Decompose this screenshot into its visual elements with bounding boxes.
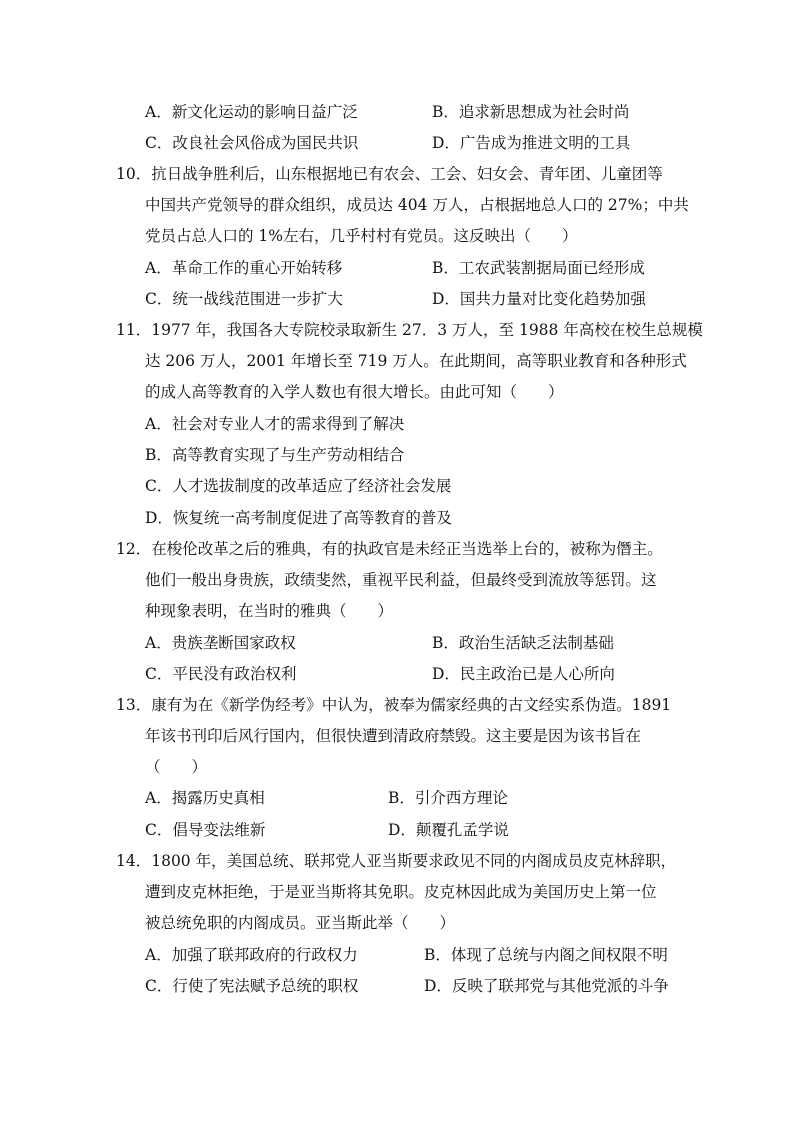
q11-stem-line-2: 达 206 万人，2001 年增长至 719 万人。在此期间，高等职业教育和各种形式 xyxy=(145,352,687,370)
q11-option-c: C．人才选拔制度的改革适应了经济社会发展 xyxy=(145,477,452,495)
q13-option-c: C．倡导变法维新 xyxy=(145,821,266,839)
q12-stem-line-3: 种现象表明，在当时的雅典（ ） xyxy=(145,602,394,620)
q14-option-c: C．行使了宪法赋予总统的职权 xyxy=(145,977,359,995)
q13-stem-line-1: 13．康有为在《新学伪经考》中认为，被奉为儒家经典的古文经实系伪造。1891 xyxy=(116,696,672,714)
q9-option-b: B．追求新思想成为社会时尚 xyxy=(432,103,630,121)
q12-option-a: A．贵族垄断国家政权 xyxy=(145,634,296,652)
q12-option-b: B．政治生活缺乏法制基础 xyxy=(432,634,614,652)
q11-option-b: B．高等教育实现了与生产劳动相结合 xyxy=(145,446,405,464)
q11-stem-line-3: 的成人高等教育的入学人数也有很大增长。由此可知（ ） xyxy=(145,383,564,401)
q13-stem-line-2: 年该书刊印后风行国内，但很快遭到清政府禁毁。这主要是因为该书旨在 xyxy=(145,727,642,745)
q12-option-d: D．民主政治已是人心所向 xyxy=(432,665,615,683)
q10-option-d: D．国共力量对比变化趋势加强 xyxy=(432,290,646,308)
q14-stem-line-1: 14．1800 年，美国总统、联邦党人亚当斯要求政见不同的内阁成员皮克林辞职， xyxy=(116,852,677,870)
q14-stem-line-2: 遭到皮克林拒绝，于是亚当斯将其免职。皮克林因此成为美国历史上第一位 xyxy=(145,883,657,901)
q10-stem-line-3: 党员占总人口的 1%左右，几乎村村有党员。这反映出（ ） xyxy=(145,227,578,245)
q10-stem-line-2: 中国共产党领导的群众组织，成员达 404 万人，占根据地总人口的 27%；中共 xyxy=(145,196,689,214)
q12-stem-line-2: 他们一般出身贵族，政绩斐然，重视平民利益，但最终受到流放等惩罚。这 xyxy=(145,571,657,589)
q13-option-d: D．颠覆孔孟学说 xyxy=(388,821,509,839)
q11-option-d: D．恢复统一高考制度促进了高等教育的普及 xyxy=(145,509,452,527)
q12-stem-line-1: 12．在梭伦改革之后的雅典，有的执政官是未经正当选举上台的，被称为僭主。 xyxy=(116,540,663,558)
q13-option-a: A．揭露历史真相 xyxy=(145,789,265,807)
q9-option-d: D．广告成为推进文明的工具 xyxy=(432,134,631,152)
q13-stem-line-3: （ ） xyxy=(145,758,208,776)
q12-option-c: C．平民没有政治权利 xyxy=(145,665,297,683)
q14-option-d: D．反映了联邦党与其他党派的斗争 xyxy=(424,977,669,995)
q11-stem-line-1: 11．1977 年，我国各大专院校录取新生 27．3 万人，至 1988 年高校在校生总规模 xyxy=(116,321,703,339)
q14-stem-line-3: 被总统免职的内阁成员。亚当斯此举（ ） xyxy=(145,914,456,932)
q14-option-b: B．体现了总统与内阁之间权限不明 xyxy=(424,946,668,964)
q10-stem-line-1: 10．抗日战争胜利后，山东根据地已有农会、工会、妇女会、青年团、儿童团等 xyxy=(116,165,663,183)
q10-option-b: B．工农武装割据局面已经形成 xyxy=(432,259,645,277)
q11-option-a: A．社会对专业人才的需求得到了解决 xyxy=(145,415,405,433)
q10-option-a: A．革命工作的重心开始转移 xyxy=(145,259,343,277)
q10-option-c: C．统一战线范围进一步扩大 xyxy=(145,290,343,308)
q9-option-c: C．改良社会风俗成为国民共识 xyxy=(145,134,359,152)
q9-option-a: A．新文化运动的影响日益广泛 xyxy=(145,103,358,121)
q13-option-b: B．引介西方理论 xyxy=(388,789,508,807)
q14-option-a: A．加强了联邦政府的行政权力 xyxy=(145,946,358,964)
